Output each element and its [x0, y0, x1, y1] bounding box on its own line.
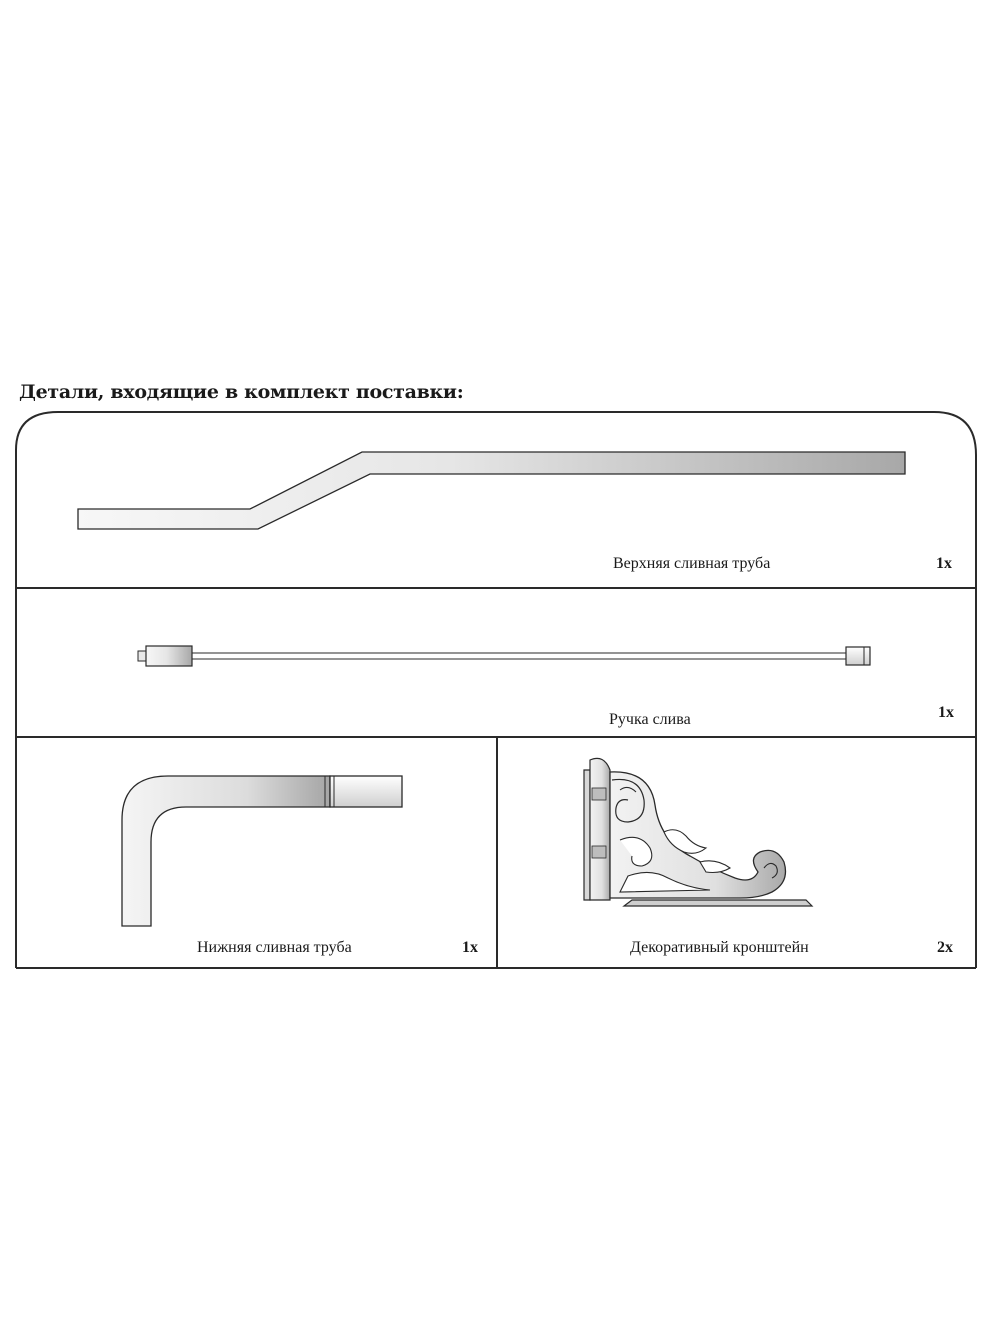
part-name-decorative-bracket: Декоративный кронштейн	[630, 939, 809, 956]
page-title: Детали, входящие в комплект поставки:	[19, 381, 464, 403]
part-qty-decorative-bracket: 2x	[937, 939, 953, 956]
part-qty-upper-drain-pipe: 1x	[936, 555, 952, 572]
part-name-lower-drain-pipe: Нижняя сливная труба	[197, 939, 352, 956]
part-name-drain-handle: Ручка слива	[609, 711, 691, 728]
part-qty-drain-handle: 1x	[938, 704, 954, 721]
part-name-upper-drain-pipe: Верхняя сливная труба	[613, 555, 771, 572]
part-qty-lower-drain-pipe: 1x	[462, 939, 478, 956]
